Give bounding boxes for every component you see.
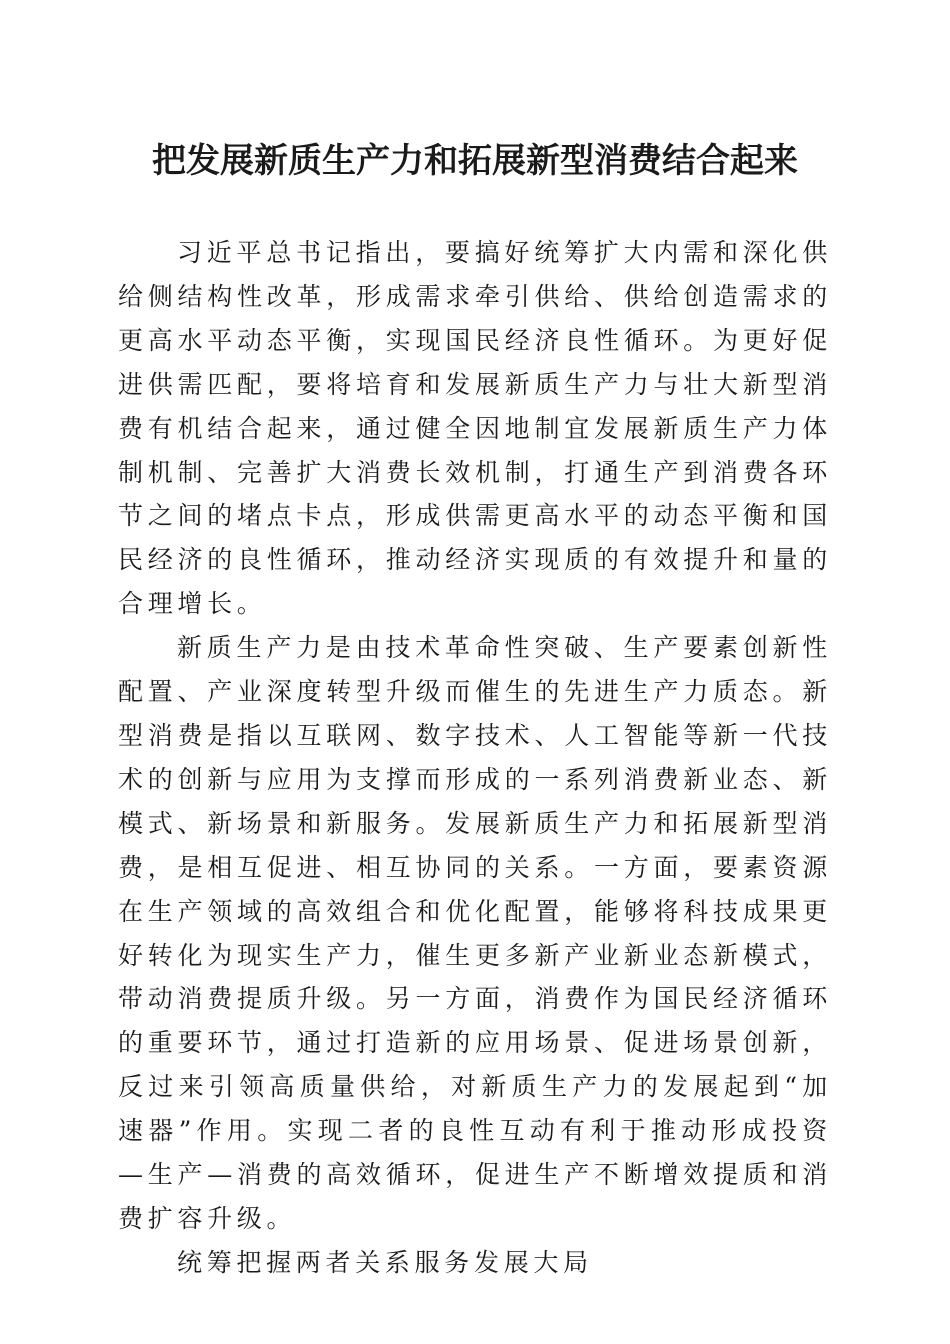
paragraph-intro: 习近平总书记指出，要搞好统筹扩大内需和深化供给侧结构性改革，形成需求牵引供给、供给创造需求的更高水平动态平衡，实现国民经济良性循环。为更好促进供需匹配，要将培育和发展新质生产力与壮大新型消费有机结合起来，通过健全因地制宜发展新质生产力体制机制、完善扩大消费长效机制，打通生产到消费各环节之间的堵点卡点，形成供需更高水平的动态平衡和国民经济的良性循环，推动经济实现质的有效提升和量的合理增长。 <box>118 238 832 619</box>
document-title: 把发展新质生产力和拓展新型消费结合起来 <box>152 141 798 181</box>
document-body <box>118 231 832 1285</box>
section-heading: 统筹把握两者关系服务发展大局 <box>177 1247 593 1277</box>
paragraph-relationship: 新质生产力是由技术革命性突破、生产要素创新性配置、产业深度转型升级而催生的先进生产力质态。新型消费是指以互联网、数字技术、人工智能等新一代技术的创新与应用为支撑而形成的一系列消费新业态、新模式、新场景和新服务。发展新质生产力和拓展新型消费，是相互促进、相互协同的关系。一方面，要素资源在生产领域的高效组合和优化配置，能够将科技成果更好转化为现实生产力，催生更多新产业新业态新模式，带动消费提质升级。另一方面，消费作为国民经济循环的重要环节，通过打造新的应用场景、促进场景创新，反过来引领高质量供给，对新质生产力的发展起到“加速器”作用。实现二者的良性互动有利于推动形成投资—生产—消费的高效循环，促进生产不断增效提质和消费扩容升级。 <box>118 633 832 1233</box>
